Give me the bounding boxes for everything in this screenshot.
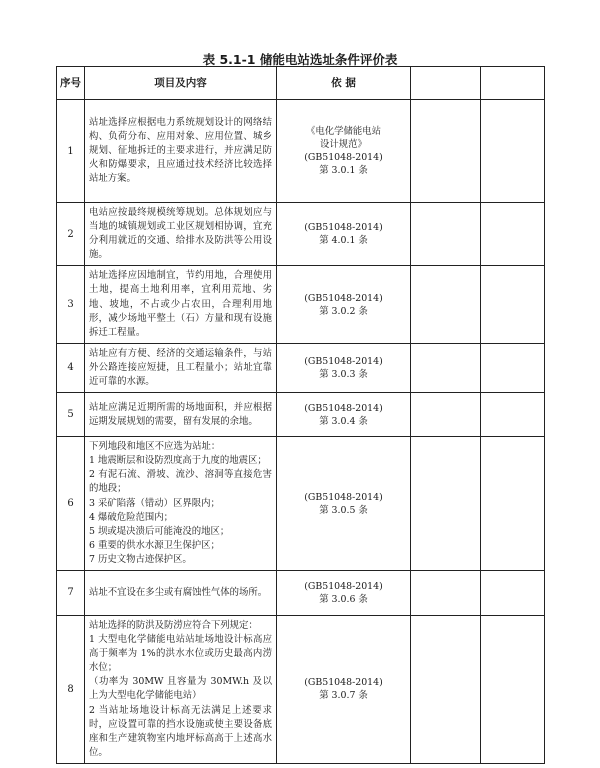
basis-line: 第 3.0.7 条 [319, 690, 368, 702]
item-line: 站址不宜设在多尘或有腐蚀性气体的场所。 [89, 586, 268, 598]
row-basis [277, 615, 411, 763]
blank-cell [411, 570, 481, 615]
row-item [85, 266, 277, 343]
header-item: 项目及内容 [85, 67, 277, 100]
item-line: 站址应有方便、经济的交通运输条件，与站外公路连接应短捷，且工程量小；站址宜靠近可靠的水源。 [89, 347, 272, 388]
basis-line: 第 3.0.6 条 [319, 593, 368, 605]
blank-cell [411, 266, 481, 343]
basis-line: 第 3.0.1 条 [319, 165, 368, 176]
item-line: 2 有泥石流、滑坡、流沙、溶洞等直接危害的地段； [89, 469, 272, 495]
blank-cell [481, 343, 545, 392]
blank-cell [411, 393, 481, 437]
basis-line: 设计规范》 [320, 139, 367, 150]
item-line: 5 坝或堤决溃后可能淹没的地区； [89, 525, 230, 537]
blank-cell [411, 343, 481, 392]
basis-line: (GB51048-2014) [304, 292, 383, 304]
basis-line: (GB51048-2014) [304, 491, 383, 503]
row-item [85, 203, 277, 266]
row-number: 7 [57, 570, 85, 615]
item-line: 站址选择的防洪及防涝应符合下列规定： [89, 619, 258, 631]
row-number: 4 [57, 343, 85, 392]
item-line: 4 爆破危险范围内； [89, 511, 173, 523]
basis-line: 第 3.0.2 条 [319, 305, 368, 317]
row-item [85, 437, 277, 571]
basis-line: 第 4.0.1 条 [319, 235, 368, 247]
blank-cell [411, 437, 481, 571]
basis-line: 《电化学储能电站 [305, 126, 381, 137]
row-basis [277, 437, 411, 571]
blank-cell [481, 570, 545, 615]
basis-line: 第 3.0.4 条 [319, 415, 368, 427]
header-row [57, 67, 545, 100]
row-item [85, 393, 277, 437]
item-line: 站址选择应根据电力系统规划设计的网络结构、负荷分布、应用对象、应用位置、城乡规划、征地拆迁的主要求进行，并应满足防火和防爆要求，且应通过技术经济比较选择站址方案。 [89, 116, 272, 185]
table-row [57, 203, 545, 266]
row-basis [277, 100, 411, 203]
row-number: 1 [57, 100, 85, 203]
table-row [57, 437, 545, 571]
table-row [57, 343, 545, 392]
blank-cell [411, 203, 481, 266]
table-row [57, 570, 545, 615]
table-row [57, 266, 545, 343]
table-row [57, 393, 545, 437]
table-row [57, 615, 545, 763]
item-line: 1 大型电化学储能电站站址场地设计标高应高于频率为 1%的洪水水位或历史最高内涝水位； [89, 634, 272, 674]
row-number: 2 [57, 203, 85, 266]
blank-cell [481, 203, 545, 266]
basis-line: 第 3.0.5 条 [319, 504, 368, 516]
row-number: 6 [57, 437, 85, 571]
row-item [85, 570, 277, 615]
row-basis [277, 343, 411, 392]
basis-line: 第 3.0.3 条 [319, 368, 368, 380]
row-item [85, 615, 277, 763]
basis-line: (GB51048-2014) [304, 222, 383, 234]
blank-cell [481, 100, 545, 203]
basis-line: (GB51048-2014) [304, 355, 383, 367]
row-basis [277, 203, 411, 266]
table-row [57, 100, 545, 203]
row-item [85, 343, 277, 392]
basis-line: (GB51048-2014) [304, 152, 383, 163]
item-line: 6 重要的供水水源卫生保护区； [89, 539, 220, 551]
row-basis [277, 570, 411, 615]
header-basis: 依 据 [277, 67, 411, 100]
row-number: 8 [57, 615, 85, 763]
blank-cell [481, 393, 545, 437]
blank-cell [411, 100, 481, 203]
blank-cell [411, 615, 481, 763]
item-line: 3 采矿陷落（错动）区界限内； [89, 497, 220, 509]
item-line: 站址选择应因地制宜，节约用地，合理使用土地，提高土地利用率，宜利用荒地、劣地、坡地，不占或少占农田，合理利用地形，减少场地平整土（石）方量和现有设施拆迁工程量。 [89, 270, 272, 338]
site-evaluation-table [56, 66, 545, 764]
header-no: 序号 [57, 67, 85, 100]
item-line: 站址应满足近期所需的场地面积，并应根据远期发展规划的需要，留有发展的余地。 [89, 401, 272, 427]
row-item [85, 100, 277, 203]
row-basis [277, 393, 411, 437]
table-title: 表 5.1-1 储能电站选址条件评价表 [202, 52, 398, 67]
item-line: 1 地震断层和设防烈度高于九度的地震区； [89, 455, 267, 467]
row-number: 5 [57, 393, 85, 437]
item-line: 7 历史文物古迹保护区。 [89, 553, 192, 565]
item-line: 2 当站址场地设计标高无法满足上述要求时，应设置可靠的挡水设施或使主要设备底座和生产建筑物室内地坪标高高于上述高水位。 [89, 704, 272, 758]
row-number: 3 [57, 266, 85, 343]
blank-cell [481, 437, 545, 571]
basis-line: (GB51048-2014) [304, 402, 383, 414]
basis-line: (GB51048-2014) [304, 677, 383, 689]
header-blank-1 [411, 67, 481, 100]
row-basis [277, 266, 411, 343]
blank-cell [481, 615, 545, 763]
item-line: 电站应按最终规模统筹规划。总体规划应与当地的城镇规划或工业区规划相协调，宜充分利用就近的交通、给排水及防洪等公用设施。 [89, 207, 272, 261]
blank-cell [481, 266, 545, 343]
header-blank-2 [481, 67, 545, 100]
basis-line: (GB51048-2014) [304, 580, 383, 592]
item-line: （功率为 30MW 且容量为 30MW.h 及以上为大型电化学储能电站） [89, 676, 272, 702]
item-line: 下列地段和地区不应选为站址： [89, 441, 221, 453]
